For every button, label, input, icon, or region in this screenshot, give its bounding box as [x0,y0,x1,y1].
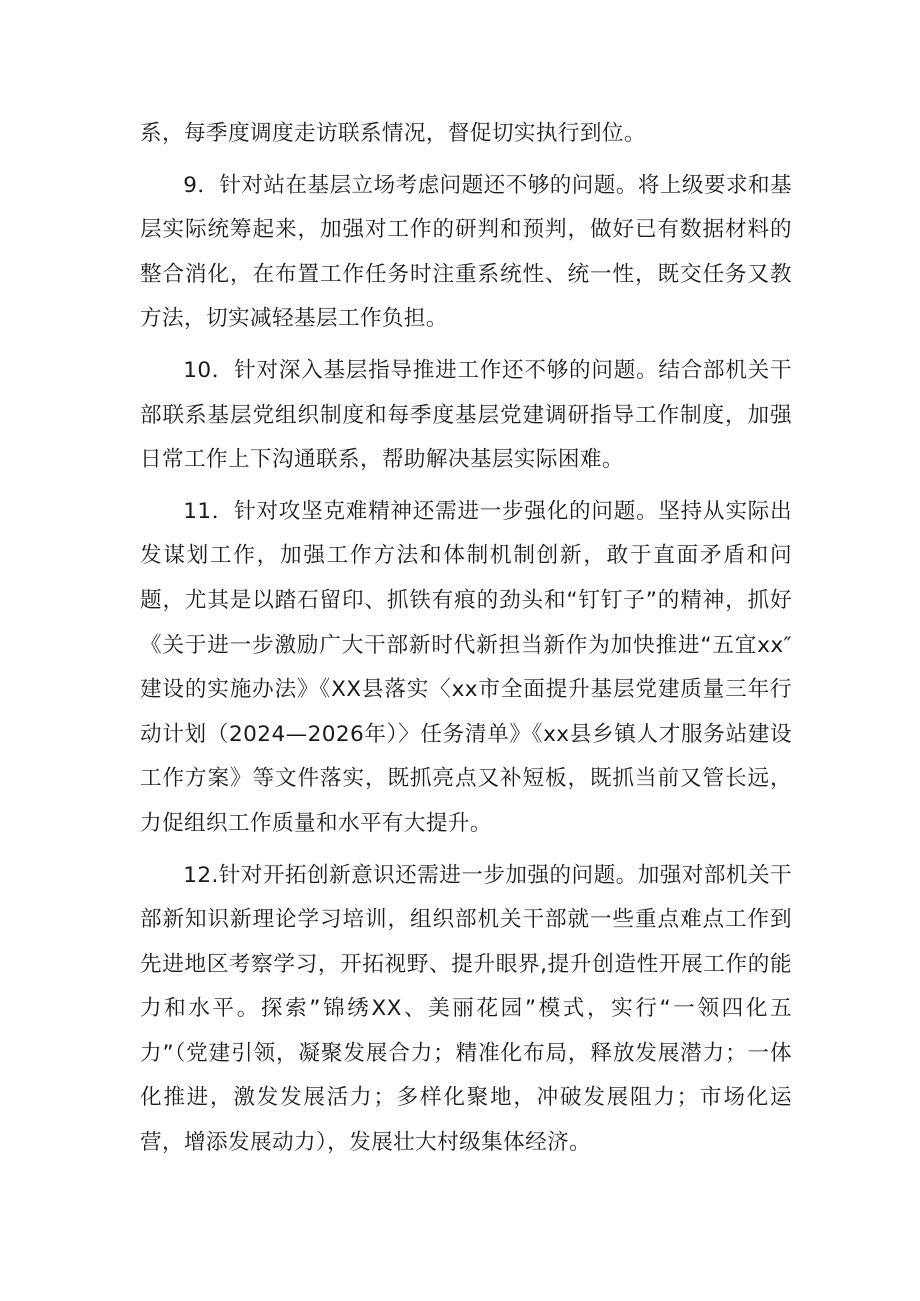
paragraph-item-9: 9．针对站在基层立场考虑问题还不够的问题。将上级要求和基层实际统筹起来，加强对工作的研判和预判，做好已有数据材料的整合消化，在布置工作任务时注重系统性、统一性，既交任务又教方法，切实减轻基层工作负担。 [140,172,792,332]
paragraph-item-10: 10．针对深入基层指导推进工作还不够的问题。结合部机关干部联系基层党组织制度和每季度基层党建调研指导工作制度，加强日常工作上下沟通联系，帮助解决基层实际困难。 [140,357,792,473]
document-body [140,112,792,1166]
paragraph-item-11: 11．针对攻坚克难精神还需进一步强化的问题。坚持从实际出发谋划工作，加强工作方法和体制机制创新，敢于直面矛盾和问题，尤其是以踏石留印、抓铁有痕的劲头和“钉钉子”的精神，抓好《关于进一步激励广大干部新时代新担当新作为加快推进“五宜xx″建设的实施办法》《XX县落实〈xx市全面提升基层党建质量三年行动计划（2024—2026年）〉任务清单》《xx县乡镇人才服务站建设工作方案》等文件落实，既抓亮点又补短板，既抓当前又管长远，力促组织工作质量和水平有大提升。 [140,498,792,836]
paragraph-continuation: 系，每季度调度走访联系情况，督促切实执行到位。 [140,121,646,146]
paragraph-item-12: 12.针对开拓创新意识还需进一步加强的问题。加强对部机关干部新知识新理论学习培训，组织部机关干部就一些重点难点工作到先进地区考察学习，开拓视野、提升眼界,提升创造性开展工作的能力和水平。探索”锦绣XX、美丽花园”模式，实行“一领四化五力”（党建引领，凝聚发展合力；精准化布局，释放发展潜力；一体化推进，激发发展活力；多样化聚地，冲破发展阻力；市场化运营，增添发展动力），发展壮大村级集体经济。 [140,862,792,1156]
